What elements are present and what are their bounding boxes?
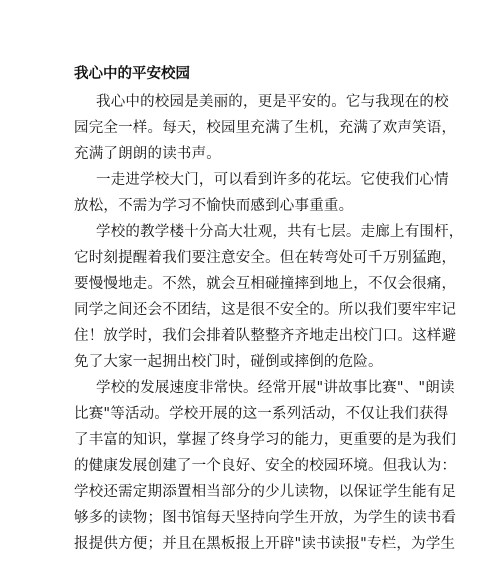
paragraph-4-line-4: 的健康发展创建了一个良好、安全的校园环境。但我认为： — [74, 458, 457, 474]
paragraph-2-line-1: 一走进学校大门，可以看到许多的花坛。它使我们心情 — [96, 172, 449, 188]
paragraph-4-line-7: 报提供方便；并且在黑板报上开辟"读书读报"专栏，为学生 — [74, 536, 456, 552]
paragraph-1-line-2: 园完全一样。每天，校园里充满了生机，充满了欢声笑语， — [74, 120, 457, 136]
paragraph-1-line-3: 充满了朗朗的读书声。 — [74, 146, 221, 162]
paragraph-4-line-1: 学校的发展速度非常快。经常开展"讲故事比赛"、"朗读 — [96, 380, 455, 396]
paragraph-4-line-6: 够多的读物；图书馆每天坚持向学生开放，为学生的读书看 — [74, 510, 457, 526]
paragraph-3-line-4: 同学之间还会不团结，这是很不安全的。所以我们要牢牢记 — [74, 302, 457, 318]
essay-title: 我心中的平安校园 — [74, 66, 190, 82]
paragraph-3-line-6: 免了大家一起拥出校门时，碰倒或摔倒的危险。 — [74, 354, 383, 370]
paragraph-4-line-3: 了丰富的知识，掌握了终身学习的能力，更重要的是为我们 — [74, 432, 457, 448]
paragraph-3-line-1: 学校的教学楼十分高大壮观，共有七层。走廊上有围杆， — [96, 224, 464, 240]
paragraph-4-line-2: 比赛"等活动。学校开展的这一系列活动，不仅让我们获得 — [74, 406, 449, 422]
paragraph-4-line-5: 学校还需定期添置相当部分的少儿读物，以保证学生能有足 — [74, 484, 457, 500]
paragraph-3-line-2: 它时刻提醒着我们要注意安全。但在转弯处可千万别猛跑， — [74, 250, 457, 266]
paragraph-3-line-3: 要慢慢地走。不然，就会互相碰撞摔到地上，不仅会很痛， — [74, 276, 457, 292]
paragraph-3-line-5: 住！放学时，我们会排着队整整齐齐地走出校门口。这样避 — [74, 328, 457, 344]
paragraph-2-line-2: 放松，不需为学习不愉快而感到心事重重。 — [74, 198, 354, 214]
paragraph-1-line-1: 我心中的校园是美丽的，更是平安的。它与我现在的校 — [96, 94, 449, 110]
